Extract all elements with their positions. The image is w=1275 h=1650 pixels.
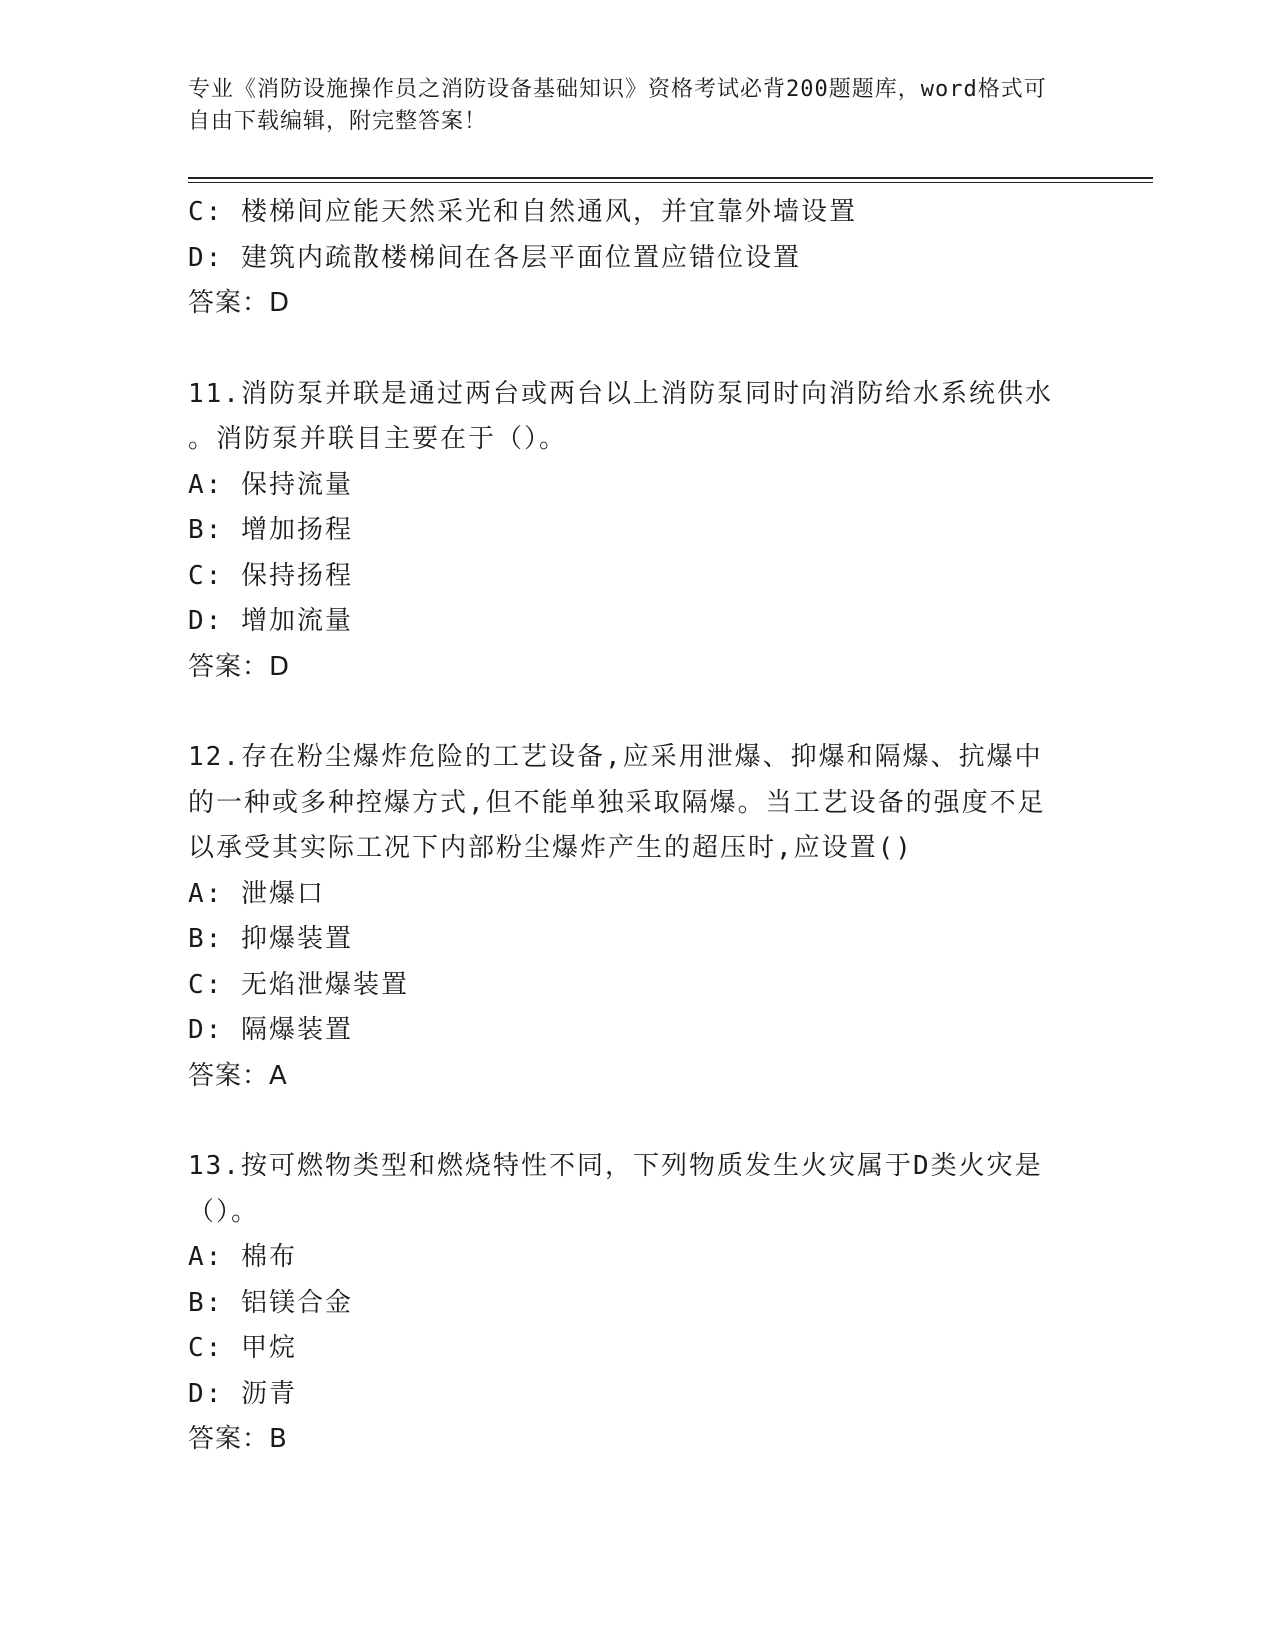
option-line: B: 增加扬程 <box>188 515 353 545</box>
answer-line: 答案：D <box>188 288 291 318</box>
header-divider-thin <box>188 182 1153 183</box>
question-block <box>188 1144 1088 1463</box>
option-line: D: 增加流量 <box>188 606 353 636</box>
question-stem: 12.存在粉尘爆炸危险的工艺设备,应采用泄爆、抑爆和隔爆、抗爆中 的一种或多种控爆方式,但不能单独采取隔爆。当工艺设备的强度不足 以承受其实际工况下内部粉尘爆炸产生的超压时,应设置() <box>188 742 1046 863</box>
option-line: C: 甲烷 <box>188 1333 297 1363</box>
option-line: C: 楼梯间应能天然采光和自然通风，并宜靠外墙设置 <box>188 197 857 227</box>
option-line: D: 隔爆装置 <box>188 1015 353 1045</box>
carryover-block <box>188 190 1088 327</box>
question-stem: 11.消防泵并联是通过两台或两台以上消防泵同时向消防给水系统供水 。消防泵并联目主要在于（）。 <box>188 378 1053 454</box>
option-line: C: 保持扬程 <box>188 560 353 591</box>
question-block <box>188 372 1088 691</box>
spacer <box>188 327 1088 372</box>
option-line: A: 泄爆口 <box>188 878 325 909</box>
spacer <box>188 1099 1088 1144</box>
option-line: B: 铝镁合金 <box>188 1287 353 1318</box>
answer-line: 答案：A <box>188 1060 288 1091</box>
option-line: A: 棉布 <box>188 1242 297 1272</box>
option-line: C: 无焰泄爆装置 <box>188 969 409 1000</box>
option-line: B: 抑爆装置 <box>188 924 353 954</box>
option-line: D: 沥青 <box>188 1378 297 1409</box>
answer-line: 答案：D <box>188 651 291 682</box>
header-note: 专业《消防设施操作员之消防设备基础知识》资格考试必背200题题库，word格式可自由下载编辑，附完整答案！ <box>188 77 1047 134</box>
option-line: D: 建筑内疏散楼梯间在各层平面位置应错位设置 <box>188 242 801 273</box>
answer-line: 答案：B <box>188 1424 288 1454</box>
question-block <box>188 735 1088 1099</box>
question-stem: 13.按可燃物类型和燃烧特性不同，下列物质发生火灾属于D类火灾是 （）。 <box>188 1151 1043 1227</box>
header-divider <box>188 177 1153 179</box>
option-line: A: 保持流量 <box>188 469 353 500</box>
spacer <box>188 690 1088 735</box>
question-content <box>188 190 1088 1463</box>
